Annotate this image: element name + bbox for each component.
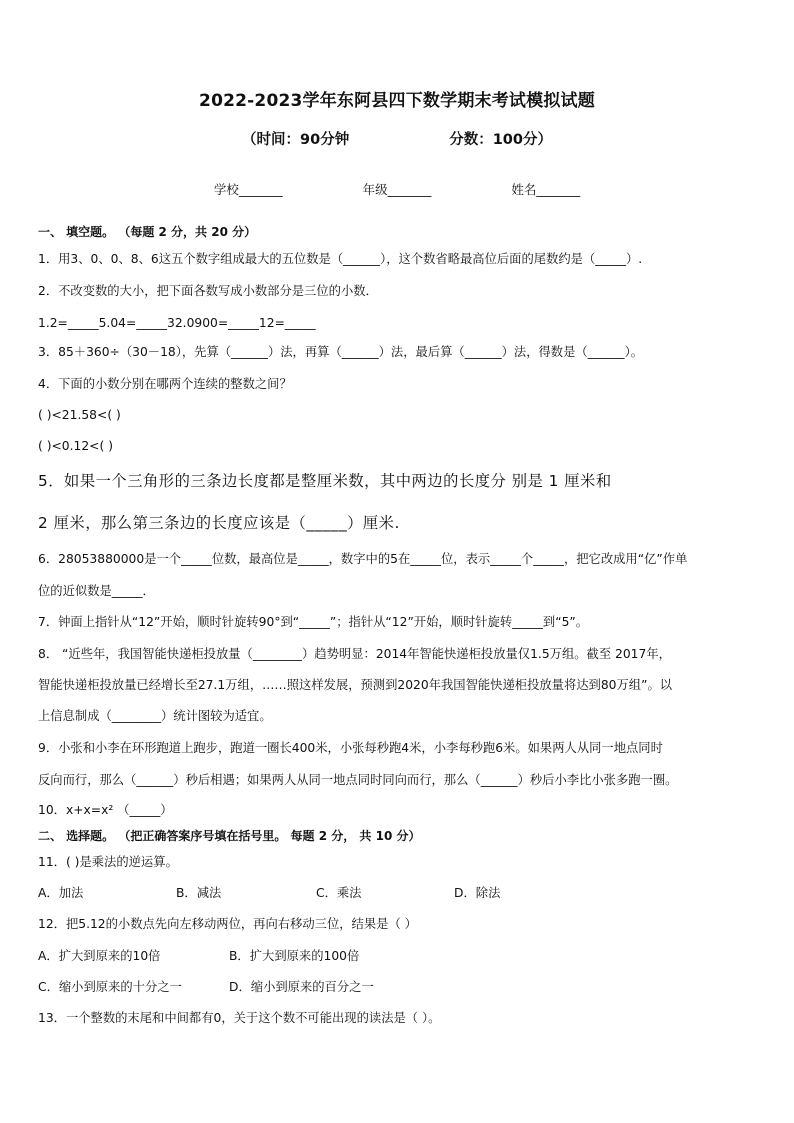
option-a: A．加法	[38, 886, 84, 900]
school-field: 学校_______	[213, 182, 283, 197]
question-12: 12．把5.12的小数点先向左移动两位，再向右移动三位，结果是（ ）	[38, 917, 417, 931]
question-11-options	[38, 885, 768, 901]
question-6-line-2: 位的近似数是_____．	[38, 584, 155, 598]
question-2: 2．不改变数的大小，把下面各数写成小数部分是三位的小数．	[38, 284, 378, 298]
name-field: 姓名_______	[511, 182, 581, 197]
question-12-options-row-2	[38, 979, 768, 995]
section-1-heading: 一、 填空题。 （每题 2 分，共 20 分）	[38, 225, 257, 239]
option-c: C．乘法	[316, 886, 362, 900]
question-11: 11．( )是乘法的逆运算。	[38, 855, 178, 869]
question-12-options-row-1	[38, 948, 768, 964]
question-1: 1．用3、0、0、8、6这五个数字组成最大的五位数是（______），这个数省略最高位后面的尾数约是（_____）.	[38, 252, 643, 266]
question-4-part-b: ( )<0.12<( )	[38, 439, 113, 453]
option-c: C．缩小到原来的十分之一	[38, 980, 182, 994]
score-label: 分数：100分）	[449, 132, 552, 148]
student-info	[0, 180, 794, 198]
section-2-heading: 二、 选择题。 （把正确答案序号填在括号里。 每题 2 分， 共 10 分）	[38, 829, 421, 843]
question-7: 7．钟面上指针从“12”开始，顺时针旋转90°到“_____”；指针从“12”开始，顺时针旋转_____到“5”。	[38, 615, 589, 629]
question-3: 3．85＋360÷（30－18），先算（______）法，再算（______）法，最后算（______）法，得数是（______）。	[38, 345, 644, 359]
question-2-blanks: 1.2=_____5.04=_____32.0900=_____12=_____	[38, 316, 316, 330]
option-b: B．减法	[176, 886, 222, 900]
time-score-line	[0, 128, 794, 149]
option-d: D．除法	[454, 886, 501, 900]
question-9-line-1: 9．小张和小李在环形跑道上跑步，跑道一圈长400米，小张每秒跑4米，小李每秒跑6米。如果两人从同一地点同时	[38, 741, 663, 755]
time-label: （时间：90分钟	[242, 132, 350, 148]
question-10: 10．x+x=x² （_____）	[38, 803, 173, 817]
question-8-line-1: 8． “近些年，我国智能快递柜投放量（________）趋势明显：2014年智能快递柜投放量仅1.5万组。截至 2017年，	[38, 647, 671, 661]
question-4-part-a: ( )<21.58<( )	[38, 408, 121, 422]
question-13: 13．一个整数的末尾和中间都有0，关于这个数不可能出现的读法是（ ）。	[38, 1011, 441, 1025]
question-8-line-2: 智能快递柜投放量已经增长至27.1万组，……照这样发展，预测到2020年我国智能快递柜投放量将达到80万组”。以	[38, 678, 673, 692]
question-5-line-1: 5．如果一个三角形的三条边长度都是整厘米数，其中两边的长度分 别是 1 厘米和	[38, 472, 612, 490]
question-9-line-2: 反向而行，那么（______）秒后相遇；如果两人从同一地点同时同向而行，那么（______）秒后小李比小张多跑一圈。	[38, 773, 678, 787]
option-b: B．扩大到原来的100倍	[229, 949, 360, 963]
option-d: D．缩小到原来的百分之一	[229, 980, 374, 994]
exam-title: 2022-2023学年东阿县四下数学期末考试模拟试题	[199, 91, 595, 111]
question-6-line-1: 6．28053880000是一个_____位数，最高位是_____，数字中的5在_____位，表示_____个_____，把它改成用“亿”作单	[38, 552, 688, 566]
option-a: A．扩大到原来的10倍	[38, 949, 161, 963]
question-5-line-2: 2 厘米，那么第三条边的长度应该是（_____）厘米.	[38, 514, 400, 532]
question-8-line-3: 上信息制成（________）统计图较为适宜。	[38, 709, 272, 723]
grade-field: 年级_______	[362, 182, 432, 197]
question-4: 4．下面的小数分别在哪两个连续的整数之间？	[38, 377, 292, 391]
